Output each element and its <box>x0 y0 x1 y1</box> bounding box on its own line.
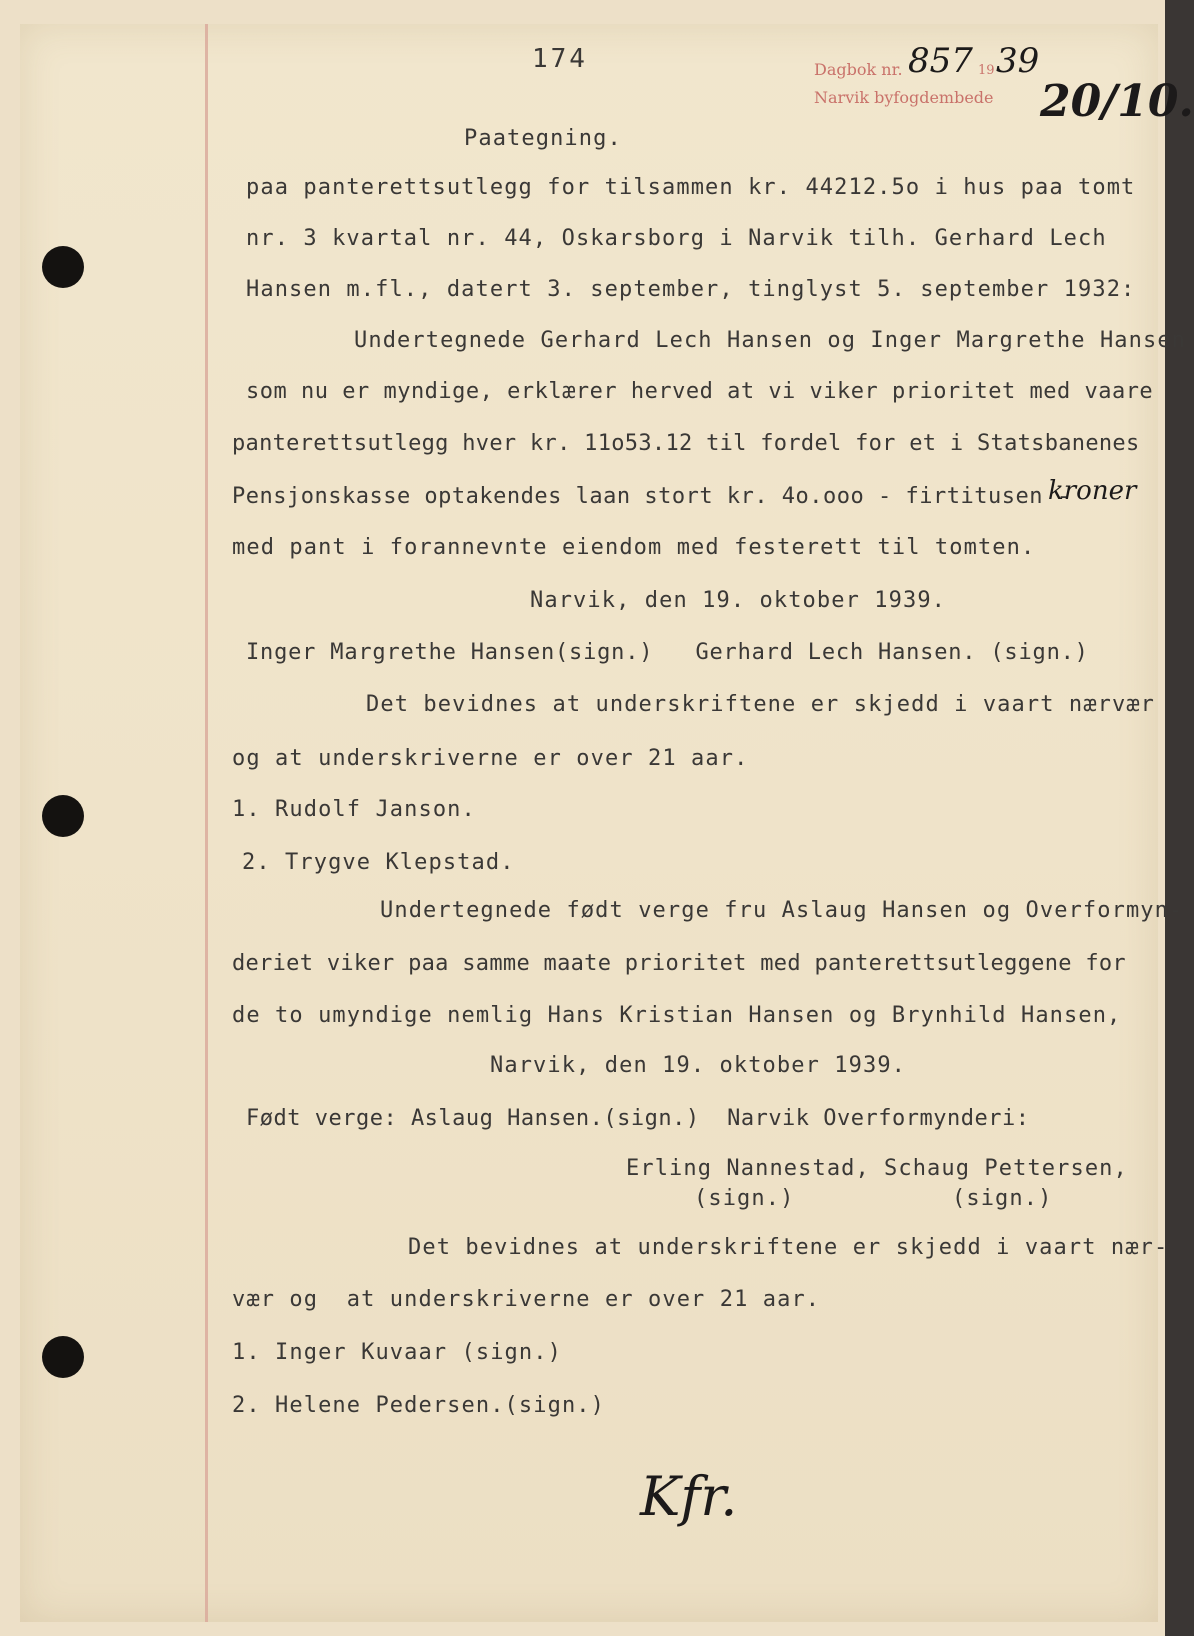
diary-date: 20/10. <box>1040 76 1194 127</box>
page-number: 174 <box>532 44 588 74</box>
witness-line: 2. Trygve Klepstad. <box>242 850 515 875</box>
witness-line: 1. Inger Kuvaar (sign.) <box>232 1340 562 1365</box>
text-line: Undertegnede født verge fru Aslaug Hansen og Overformyn- <box>380 898 1184 923</box>
signature-line: Født verge: Aslaug Hansen.(sign.) Narvik Overformynderi: <box>246 1106 1030 1131</box>
signature-line: Inger Margrethe Hansen(sign.) Gerhard Lech Hansen. (sign.) <box>246 640 1089 665</box>
document-heading: Paategning. <box>464 126 622 151</box>
margin-rule <box>205 24 208 1622</box>
text-line: med pant i forannevnte eiendom med festerett til tomten. <box>232 535 1036 560</box>
text-line: panterettsutlegg hver kr. 11o53.12 til fordel for et i Statsbanenes <box>232 431 1140 456</box>
handwritten-kroner: kroner <box>1048 476 1137 506</box>
text-line: de to umyndige nemlig Hans Kristian Hansen og Brynhild Hansen, <box>232 1003 1122 1028</box>
text-line: vær og at underskriverne er over 21 aar. <box>232 1287 821 1312</box>
registry-stamp-year-prefix: 19 <box>978 63 995 78</box>
text-line: Narvik, den 19. oktober 1939. <box>490 1053 907 1078</box>
signature-note: (sign.) <box>952 1186 1053 1211</box>
diary-number: 857 <box>908 41 973 81</box>
text-line: Det bevidnes at underskriftene er skjedd i vaart nær- <box>408 1235 1169 1260</box>
signature-name: Schaug Pettersen, <box>884 1156 1128 1181</box>
text-line: og at underskriverne er over 21 aar. <box>232 746 749 771</box>
registry-stamp-line2: Narvik byfogdembede <box>814 88 994 107</box>
signature-note: (sign.) <box>694 1186 795 1211</box>
registry-stamp-line1: Dagbok nr. <box>814 60 903 79</box>
text-line: Pensjonskasse optakendes laan stort kr. 4o.ooo - firtitusen - <box>232 484 1071 509</box>
witness-line: 2. Helene Pedersen.(sign.) <box>232 1393 605 1418</box>
diary-year: 39 <box>996 41 1040 81</box>
text-line: Det bevidnes at underskriftene er skjedd i vaart nærvær <box>366 692 1155 717</box>
text-line: paa panterettsutlegg for tilsammen kr. 44212.5o i hus paa tomt <box>246 175 1136 200</box>
text-line: som nu er myndige, erklærer herved at vi viker prioritet med vaare <box>246 379 1154 404</box>
signature-name: Erling Nannestad, <box>626 1156 870 1181</box>
document-page <box>20 24 1158 1622</box>
handwritten-initials: Kfr. <box>640 1465 738 1528</box>
witness-line: 1. Rudolf Janson. <box>232 797 476 822</box>
text-line: Narvik, den 19. oktober 1939. <box>530 588 947 613</box>
text-line: Hansen m.fl., datert 3. september, tinglyst 5. september 1932: <box>246 277 1136 302</box>
text-line: Undertegnede Gerhard Lech Hansen og Inger Margrethe Hansen <box>354 328 1187 353</box>
punch-hole-middle <box>42 795 84 837</box>
punch-hole-bottom <box>42 1336 84 1378</box>
text-line: deriet viker paa samme maate prioritet med panterettsutleggene for <box>232 951 1126 976</box>
text-line: nr. 3 kvartal nr. 44, Oskarsborg i Narvik tilh. Gerhard Lech <box>246 226 1107 251</box>
punch-hole-top <box>42 246 84 288</box>
